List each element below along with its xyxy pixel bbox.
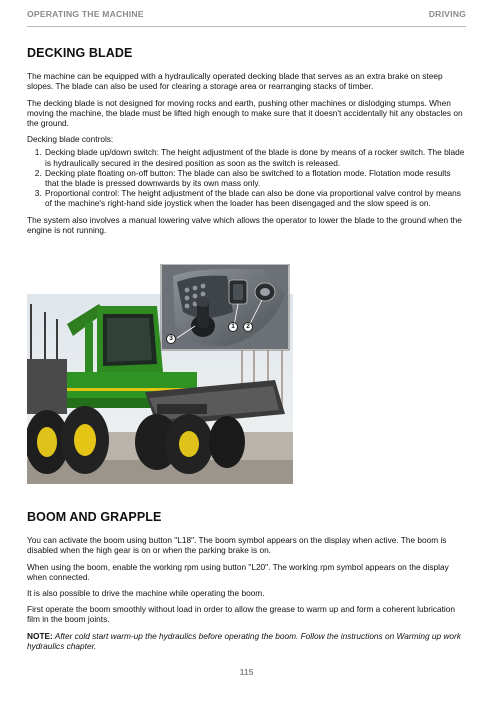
paragraph: When using the boom, enable the working rpm using button "L20". The working rpm symbol appears on the display when connected. [27, 561, 449, 582]
page-number: 115 [239, 667, 254, 677]
paragraph: The system also involves a manual lowering valve which allows the operator to lower the blade to the ground when the engine is not running. [27, 214, 462, 235]
boom-and-grapple-section [27, 512, 466, 657]
note [27, 631, 466, 651]
list-item: 3. Proportional control: The height adjustment of the blade can also be done via proportional valve control by means of the machine's right-hand side joystick when the loader has been disengaged and the slow speed is on. [44, 188, 466, 208]
controls-list [44, 147, 466, 208]
callout-2: 2 [243, 322, 253, 332]
paragraph: You can activate the boom using button "L18". The boom symbol appears on the display when active. The boom is disabled when the high gear is on or when the parking brake is on. [27, 535, 447, 556]
page-header [27, 9, 466, 27]
forwarder-photo [27, 264, 293, 484]
list-item: 2. Decking plate floating on-off button: The blade can also be switched to a flotation mode. Flotation mode results that the blade is pressed downwards by its own mass only. [44, 168, 466, 188]
callout-3: 3 [166, 334, 176, 344]
paragraph: It is also possible to drive the machine while operating the boom. [27, 588, 265, 599]
note-label: NOTE: [27, 630, 53, 641]
header-section-title: OPERATING THE MACHINE [27, 9, 144, 19]
decking-blade-figure [27, 264, 293, 484]
controls-intro: Decking blade controls: [27, 134, 114, 145]
paragraph: The machine can be equipped with a hydraulically operated decking blade that serves as an extra brake on steep slopes. The blade can also be used for clearing a storage area or rearranging stacks of timber. [27, 71, 443, 92]
list-item: 1. Decking blade up/down switch: The height adjustment of the blade is done by means of a rocker switch. The blade is hydraulically secured in the desired position as soon as the switch is released. [44, 147, 466, 167]
paragraph: First operate the boom smoothly without load in order to allow the grease to warm up and form a coherent lubrication film in the boom joints. [27, 604, 455, 625]
callout-1: 1 [228, 322, 238, 332]
decking-blade-section [27, 48, 466, 241]
control-panel-inset [161, 264, 289, 350]
section-title: DECKING BLADE [27, 46, 133, 60]
header-chapter-title: DRIVING [428, 9, 466, 19]
note-text: After cold start warm-up the hydraulics before operating the boom. Follow the instructions on Warming up work hydraulics chapter. [27, 630, 461, 651]
section-title: BOOM AND GRAPPLE [27, 510, 162, 524]
paragraph: The decking blade is not designed for moving rocks and earth, pushing other machines or dislodging stumps. When moving the machine, the blade must be lifted high enough to make sure that it doesn't accidentally hit any obstacles on the ground. [27, 97, 463, 129]
